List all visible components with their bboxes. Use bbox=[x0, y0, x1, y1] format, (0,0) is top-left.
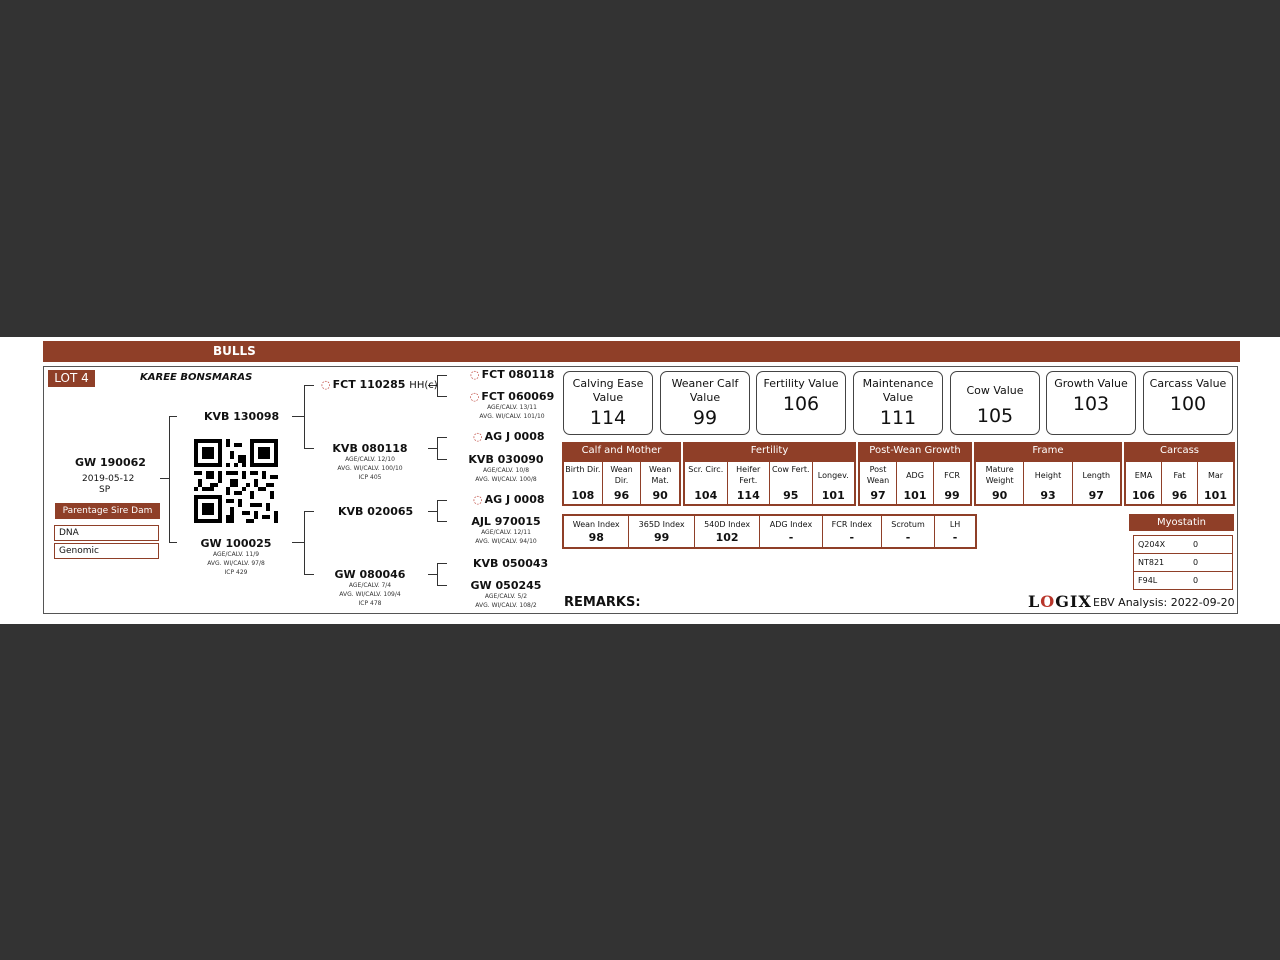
tree-line bbox=[437, 375, 447, 376]
animal-dob: 2019-05-12 bbox=[82, 474, 135, 484]
group-calf-mother bbox=[562, 460, 681, 506]
index-cell: Wean Index 98 bbox=[564, 516, 629, 547]
genomic-mark-icon: ◌ bbox=[473, 430, 483, 443]
banner-title: BULLS bbox=[213, 344, 256, 358]
dam-icp: ICP 429 bbox=[224, 569, 248, 576]
index-cell: FCR Index - bbox=[823, 516, 882, 547]
tree-line bbox=[437, 437, 447, 438]
group-carcass bbox=[1124, 460, 1235, 506]
tree-line bbox=[304, 511, 314, 512]
ebv-cell: Mature Weight 90 bbox=[976, 462, 1024, 504]
myostatin-row: F94L 0 bbox=[1133, 572, 1233, 590]
tree-line bbox=[428, 574, 437, 575]
ebv-cell: Wean Dir. 96 bbox=[603, 462, 642, 504]
genomic-mark-icon: ◌ bbox=[473, 493, 483, 506]
dam-name: GW 100025 bbox=[200, 537, 272, 550]
qr-code bbox=[194, 439, 278, 523]
group-fertility bbox=[683, 460, 856, 506]
ggp-sss: ◌ FCT 080118 bbox=[470, 368, 555, 381]
ebv-cell: Wean Mat. 90 bbox=[649, 465, 672, 502]
ggp-ddd: GW 050245 bbox=[470, 579, 542, 592]
ebv-cell: Length 97 bbox=[1082, 471, 1111, 502]
tree-line bbox=[169, 542, 177, 543]
ggp-sds: ◌ AG J 0008 bbox=[473, 430, 545, 443]
value-box: Maintenance Value 111 bbox=[853, 371, 943, 435]
tree-line bbox=[304, 385, 314, 386]
dam-dam: GW 080046 bbox=[334, 568, 406, 581]
tree-line bbox=[428, 511, 437, 512]
myostatin-table bbox=[1133, 535, 1233, 590]
tree-line bbox=[437, 459, 447, 460]
ebv-cell: Scr. Circ. 104 bbox=[685, 462, 728, 504]
dam-dam-block: GW 080046 AGE/CALV. 7/4 AVG. WI/CALV. 109/4 ICP 478 bbox=[320, 568, 420, 608]
index-cell: Scrotum - bbox=[882, 516, 935, 547]
ggp-ssd-block: ◌ FCT 060069 AGE/CALV. 13/11 AVG. WI/CALV. 101/10 bbox=[462, 390, 562, 421]
tree-line bbox=[304, 511, 305, 575]
index-cell: 540D Index 102 bbox=[695, 516, 760, 547]
parentage-dna: DNA bbox=[54, 525, 159, 541]
ebv-cell: Longev. 101 bbox=[817, 471, 849, 502]
myostatin-row: Q204X 0 bbox=[1133, 535, 1233, 554]
ggp-ssd: ◌ FCT 060069 bbox=[469, 390, 555, 403]
ebv-cell: Post Wean 97 bbox=[860, 462, 897, 504]
ggp-dds: KVB 050043 bbox=[473, 557, 549, 570]
ebv-cell: EMA 106 bbox=[1126, 462, 1162, 504]
sire-sire: ◌ FCT 110285 HH(c) bbox=[321, 378, 438, 391]
genomic-mark-icon: ◌ bbox=[469, 390, 480, 403]
tree-line bbox=[437, 585, 447, 586]
myostatin-row: NT821 0 bbox=[1133, 554, 1233, 572]
tree-line bbox=[437, 437, 438, 460]
dam-block bbox=[186, 537, 286, 577]
genomic-mark-icon: ◌ bbox=[321, 378, 331, 391]
tree-line bbox=[437, 521, 447, 522]
ebv-cell: Fat 96 bbox=[1162, 462, 1198, 504]
tree-line bbox=[169, 416, 177, 417]
group-header: Calf and Mother bbox=[562, 442, 681, 460]
index-cell: ADG Index - bbox=[760, 516, 822, 547]
value-box: Weaner Calf Value 99 bbox=[660, 371, 750, 435]
value-box: Cow Value 105 bbox=[950, 371, 1040, 435]
value-box: Fertility Value 106 bbox=[756, 371, 846, 435]
tree-line bbox=[292, 416, 304, 417]
ggp-ddd-block: GW 050245 AGE/CALV. 5/2 AVG. WI/CALV. 108/2 bbox=[456, 579, 556, 610]
ebv-cell: Height 93 bbox=[1024, 462, 1072, 504]
ebv-analysis-date: EBV Analysis: 2022-09-20 bbox=[1093, 596, 1235, 609]
tree-line bbox=[304, 448, 314, 449]
animal-code: SP bbox=[99, 485, 111, 495]
sire-dam: KVB 080118 bbox=[332, 442, 408, 455]
index-table bbox=[562, 514, 977, 549]
tree-line bbox=[428, 448, 437, 449]
ggp-dsd: AJL 970015 bbox=[471, 515, 541, 528]
tree-line bbox=[437, 563, 447, 564]
breeder-name: KAREE BONSMARAS bbox=[140, 372, 253, 383]
group-post-wean bbox=[858, 460, 972, 506]
value-box: Growth Value 103 bbox=[1046, 371, 1136, 435]
group-header: Fertility bbox=[683, 442, 856, 460]
dam-sire: KVB 020065 bbox=[338, 505, 414, 518]
tree-line bbox=[437, 563, 438, 586]
dam-weight: AVG. WI/CALV. 97/8 bbox=[207, 560, 265, 567]
dam-age: AGE/CALV. 11/9 bbox=[212, 551, 260, 558]
ebv-cell: Heifer Fert. 114 bbox=[728, 462, 771, 504]
index-cell: LH - bbox=[949, 520, 961, 544]
ebv-cell: FCR 99 bbox=[944, 471, 960, 502]
value-box: Calving Ease Value 114 bbox=[563, 371, 653, 435]
genomic-mark-icon: ◌ bbox=[470, 368, 480, 381]
tree-line bbox=[292, 542, 304, 543]
ebv-cell: Cow Fert. 95 bbox=[770, 462, 813, 504]
tree-line bbox=[304, 574, 314, 575]
ebv-cell: ADG 101 bbox=[897, 462, 934, 504]
group-frame bbox=[974, 460, 1122, 506]
group-header: Frame bbox=[974, 442, 1122, 460]
tree-line bbox=[437, 500, 438, 522]
ebv-cell: Birth Dir. 108 bbox=[564, 462, 603, 504]
parentage-genomic: Genomic bbox=[54, 543, 159, 559]
group-header: Post-Wean Growth bbox=[858, 442, 972, 460]
ggp-dsd-block: AJL 970015 AGE/CALV. 12/11 AVG. WI/CALV. 94/10 bbox=[456, 515, 556, 546]
ggp-dss: ◌ AG J 0008 bbox=[473, 493, 545, 506]
animal-id: GW 190062 bbox=[75, 456, 146, 469]
tree-line bbox=[160, 478, 169, 479]
tree-line bbox=[304, 385, 305, 449]
ebv-cell: Mar 101 bbox=[1204, 471, 1227, 502]
tree-line bbox=[437, 396, 447, 397]
group-header: Carcass bbox=[1124, 442, 1235, 460]
sire-dam-block: KVB 080118 AGE/CALV. 12/10 AVG. WI/CALV. 100/10 ICP 405 bbox=[320, 442, 420, 482]
lot-label: LOT 4 bbox=[48, 370, 95, 387]
remarks-label: REMARKS: bbox=[564, 595, 641, 610]
ggp-sdd-block: KVB 030090 AGE/CALV. 10/8 AVG. WI/CALV. 100/8 bbox=[456, 453, 556, 484]
ggp-sdd: KVB 030090 bbox=[468, 453, 544, 466]
sire-name: KVB 130098 bbox=[204, 410, 280, 423]
index-cell: 365D Index 99 bbox=[629, 516, 694, 547]
myostatin-header: Myostatin bbox=[1129, 514, 1234, 531]
tree-line bbox=[437, 500, 447, 501]
tree-line bbox=[169, 416, 170, 543]
value-box: Carcass Value 100 bbox=[1143, 371, 1233, 435]
logix-logo: LOGIX bbox=[1028, 592, 1092, 611]
parentage-header: Parentage Sire Dam bbox=[55, 503, 160, 519]
